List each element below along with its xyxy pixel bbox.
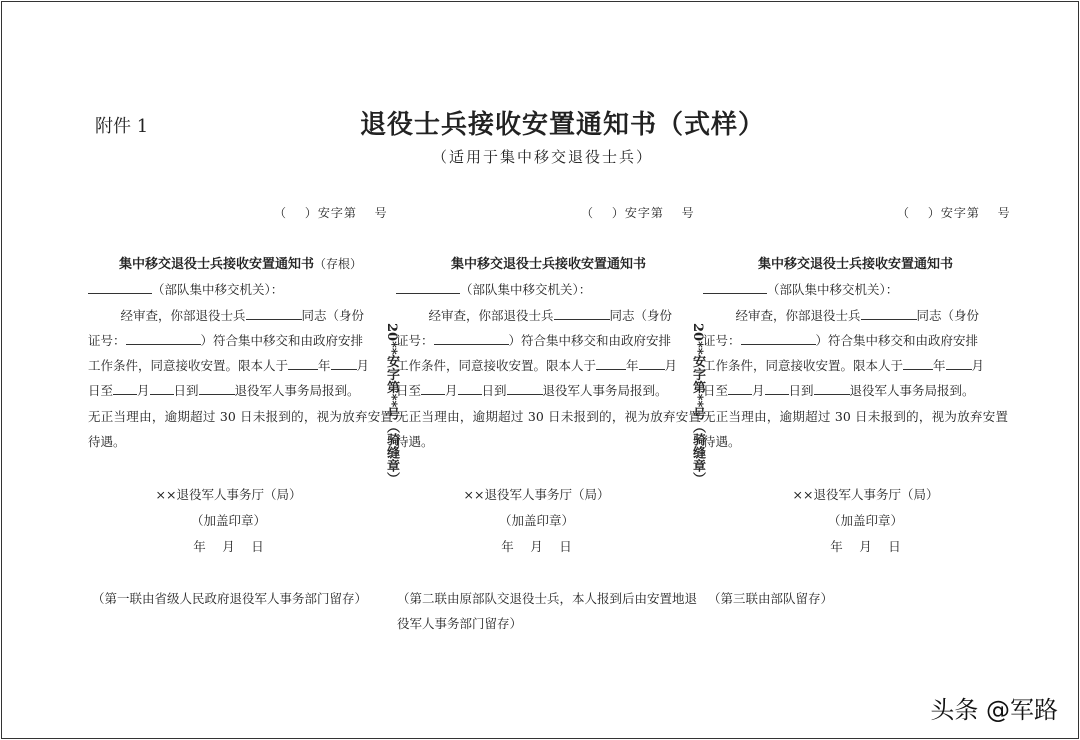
footnote-1: （第一联由省级人民政府退役军人事务部门留存）	[92, 591, 368, 606]
heading-note: （存根）	[314, 257, 363, 271]
seal-note: （加盖印章）	[190, 513, 266, 528]
t4: ）符合集中移交和由政府安排	[815, 332, 979, 348]
notice-column-3	[703, 252, 1008, 454]
t3: 证号：	[396, 332, 434, 348]
footnote-3: （第三联由部队留存）	[708, 591, 834, 606]
seam-stamp-text-1: 20**安字第**号（骑缝章）	[384, 323, 399, 486]
body-text	[396, 303, 701, 455]
blank-field	[507, 382, 543, 395]
blank-field	[88, 281, 152, 294]
day: 日至	[396, 383, 422, 399]
seam-stamp-text-2: 20**安字第**号（骑缝章）	[690, 323, 705, 486]
month: 月	[445, 383, 458, 399]
blank-field	[861, 307, 917, 320]
t1: 经审查，你部退役士兵	[428, 307, 554, 323]
blank-field	[596, 357, 626, 370]
addressee: （部队集中移交机关）：	[152, 282, 284, 298]
blank-field	[288, 357, 318, 370]
blank-field	[554, 307, 610, 320]
t1: 经审查，你部退役士兵	[120, 307, 246, 323]
column-heading	[396, 252, 701, 277]
t2: 同志（身份	[301, 307, 365, 323]
blank-field	[199, 382, 235, 395]
addressee: （部队集中移交机关）：	[460, 282, 592, 298]
date-line: 年 月 日	[830, 539, 901, 554]
t7: 无正当理由，逾期超过 30 日未报到的，视为放弃安置待遇。	[396, 408, 701, 450]
blank-field	[126, 332, 201, 345]
blank-field	[728, 382, 752, 395]
blank-field	[903, 357, 933, 370]
t7: 无正当理由，逾期超过 30 日未报到的，视为放弃安置待遇。	[88, 408, 393, 450]
heading-text: 集中移交退役士兵接收安置通知书	[450, 257, 646, 272]
t2: 同志（身份	[609, 307, 673, 323]
t5: 工作条件，同意接收安置。限本人于	[703, 358, 904, 374]
date-line: 年 月 日	[193, 539, 264, 554]
year: 年	[933, 358, 946, 374]
to: 日到	[788, 383, 814, 399]
signature-block-2	[384, 482, 689, 560]
issuing-org: ××退役军人事务厅（局）	[792, 487, 939, 502]
body-text	[88, 303, 393, 455]
heading-text: 集中移交退役士兵接收安置通知书	[118, 257, 314, 272]
addressee-line	[396, 277, 701, 302]
month: 月	[137, 383, 150, 399]
day: 日至	[88, 383, 114, 399]
date-line: 年 月 日	[501, 539, 572, 554]
t5: 工作条件，同意接收安置。限本人于	[396, 358, 597, 374]
month: 月	[752, 383, 765, 399]
t6: 退役军人事务局报到。	[542, 383, 668, 399]
attachment-label: 附件 1	[95, 116, 149, 137]
t4: ）符合集中移交和由政府安排	[508, 332, 672, 348]
blank-field	[434, 332, 509, 345]
doc-number-3: （ ）安字第 号	[897, 206, 1011, 220]
year: 年	[626, 358, 639, 374]
t5: 工作条件，同意接收安置。限本人于	[88, 358, 289, 374]
blank-field	[639, 357, 665, 370]
blank-field	[946, 357, 972, 370]
notice-column-1	[88, 252, 393, 454]
month: 月	[356, 358, 370, 374]
year: 年	[318, 358, 331, 374]
blank-field	[814, 382, 850, 395]
blank-field	[113, 382, 137, 395]
day: 日至	[703, 383, 729, 399]
issuing-org: ××退役军人事务厅（局）	[463, 487, 610, 502]
column-heading	[703, 252, 1008, 277]
seal-note: （加盖印章）	[827, 513, 903, 528]
notice-column-2	[396, 252, 701, 454]
addressee-line	[88, 277, 393, 302]
t3: 证号：	[703, 332, 741, 348]
t6: 退役军人事务局报到。	[849, 383, 975, 399]
blank-field	[458, 382, 482, 395]
footnote-2: （第二联由原部队交退役士兵，本人报到后由安置地退役军人事务部门留存）	[397, 591, 698, 631]
blank-field	[396, 281, 460, 294]
blank-field	[421, 382, 445, 395]
to: 日到	[481, 383, 507, 399]
blank-field	[331, 357, 357, 370]
doc-number-2: （ ）安字第 号	[581, 206, 695, 220]
t4: ）符合集中移交和由政府安排	[200, 332, 364, 348]
body-text	[703, 303, 1008, 455]
signature-block-3	[713, 482, 1018, 560]
document-subtitle: （适用于集中移交退役士兵）	[432, 148, 654, 166]
addressee: （部队集中移交机关）：	[767, 282, 899, 298]
doc-number-1: （ ）安字第 号	[274, 206, 388, 220]
heading-text: 集中移交退役士兵接收安置通知书	[757, 257, 953, 272]
blank-field	[703, 281, 767, 294]
blank-field	[765, 382, 789, 395]
watermark: 头条 @军路	[930, 696, 1058, 724]
t1: 经审查，你部退役士兵	[735, 307, 861, 323]
t6: 退役军人事务局报到。	[234, 383, 360, 399]
t3: 证号：	[88, 332, 126, 348]
month: 月	[664, 358, 678, 374]
t2: 同志（身份	[916, 307, 980, 323]
blank-field	[741, 332, 816, 345]
to: 日到	[173, 383, 199, 399]
issuing-org: ××退役军人事务厅（局）	[155, 487, 302, 502]
addressee-line	[703, 277, 1008, 302]
seal-note: （加盖印章）	[498, 513, 574, 528]
signature-block-1	[76, 482, 381, 560]
column-heading	[88, 252, 393, 277]
blank-field	[246, 307, 302, 320]
blank-field	[150, 382, 174, 395]
t7: 无正当理由，逾期超过 30 日未报到的，视为放弃安置待遇。	[703, 408, 1008, 450]
month: 月	[971, 358, 985, 374]
document-title: 退役士兵接收安置通知书（式样）	[360, 110, 766, 140]
